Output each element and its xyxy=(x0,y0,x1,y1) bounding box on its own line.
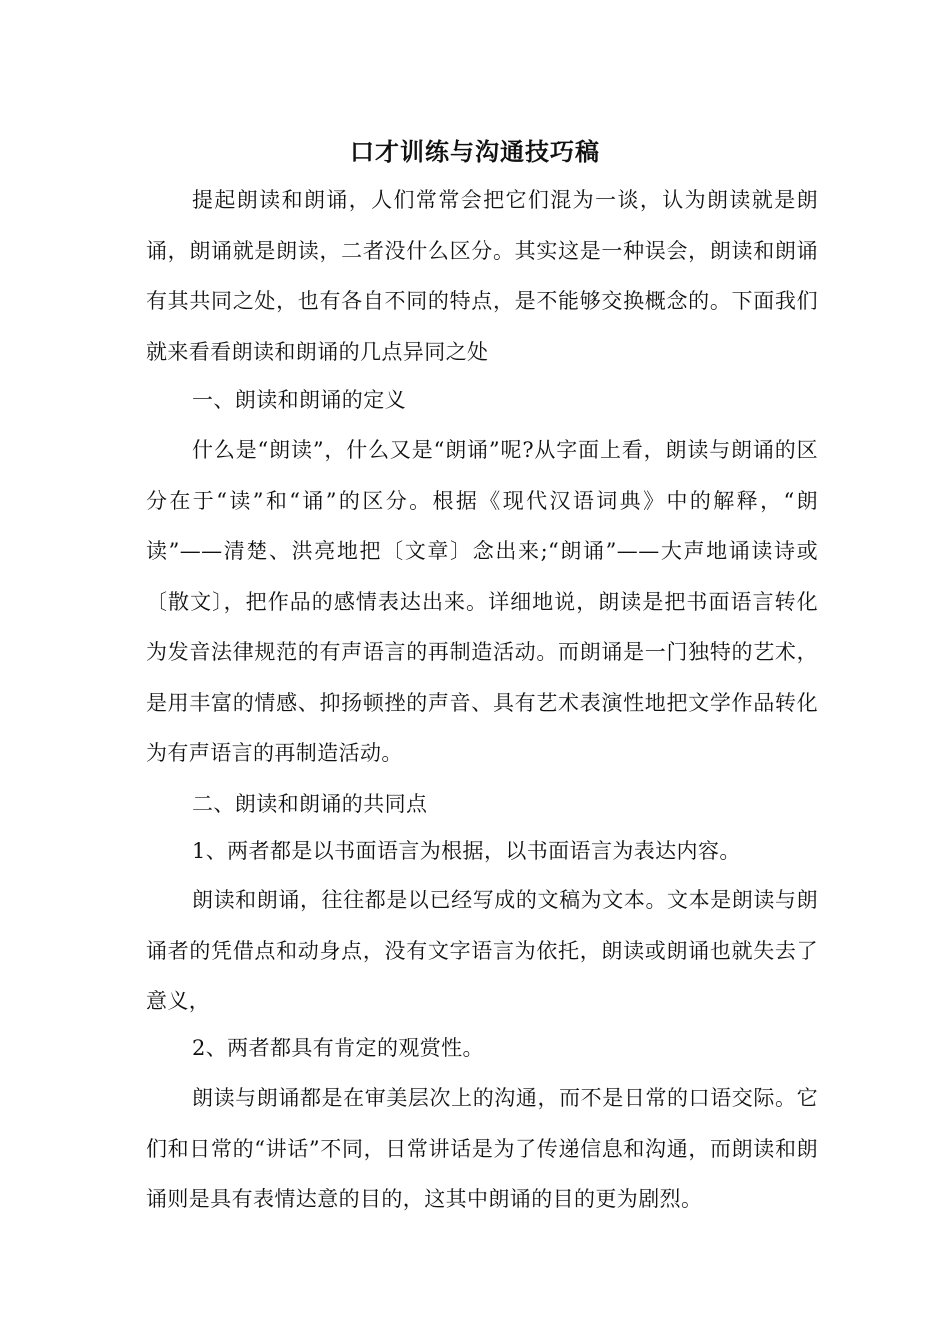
common-point-2: 2、两者都具有肯定的观赏性。 xyxy=(192,1036,484,1060)
common-point-1-paragraph: 朗读和朗诵，往往都是以已经写成的文稿为文本。文本是朗读与朗诵者的凭借点和动身点，没有文字语言为依托，朗读或朗诵也就失去了意义， xyxy=(146,888,818,1013)
document-title: 口才训练与沟通技巧稿 xyxy=(350,137,600,166)
section-heading-definition: 一、朗读和朗诵的定义 xyxy=(192,388,406,412)
intro-paragraph: 提起朗读和朗诵，人们常常会把它们混为一谈，认为朗读就是朗诵，朗诵就是朗读，二者没什么区分。其实这是一种误会，朗读和朗诵有其共同之处，也有各自不同的特点，是不能够交换概念的。下面我们就来看看朗读和朗诵的几点异同之处 xyxy=(146,188,818,364)
section-heading-common-points: 二、朗读和朗诵的共同点 xyxy=(192,792,428,816)
common-point-2-paragraph: 朗读与朗诵都是在审美层次上的沟通，而不是日常的口语交际。它们和日常的“讲话”不同，日常讲话是为了传递信息和沟通，而朗读和朗诵则是具有表情达意的目的，这其中朗诵的目的更为剧烈。 xyxy=(146,1086,818,1211)
common-point-1: 1、两者都是以书面语言为根据，以书面语言为表达内容。 xyxy=(192,839,741,863)
definition-paragraph: 什么是“朗读”，什么又是“朗诵”呢?从字面上看，朗读与朗诵的区分在于“读”和“诵”的区分。根据《现代汉语词典》中的解释，“朗读”——清楚、洪亮地把〔文章〕念出来;“朗诵”——大声地诵读诗或〔散文〕，把作品的感情表达出来。详细地说，朗读是把书面语言转化为发音法律规范的有声语言的再制造活动。而朗诵是一门独特的艺术，是用丰富的情感、抑扬顿挫的声音、具有艺术表演性地把文学作品转化为有声语言的再制造活动。 xyxy=(146,438,818,765)
